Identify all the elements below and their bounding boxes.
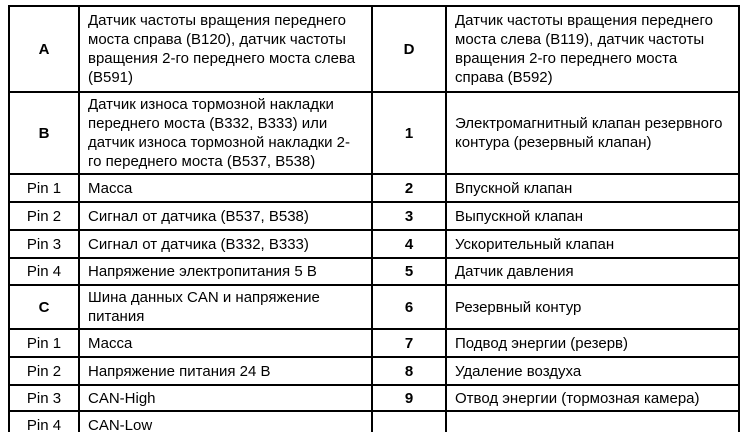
description-cell: CAN-High: [79, 385, 372, 411]
table-row: [9, 230, 739, 258]
pin-label-cell: Pin 4: [9, 411, 79, 432]
pin-assignment-table: [8, 5, 740, 432]
pin-label-cell: Pin 1: [9, 329, 79, 357]
description-cell: Сигнал от датчика (B537, B538): [79, 202, 372, 230]
table-row: [9, 258, 739, 285]
table-row: [9, 385, 739, 411]
table-row: [9, 357, 739, 385]
port-number-cell: 1: [372, 92, 446, 174]
description-cell: Впускной клапан: [446, 174, 739, 202]
description-cell: Сигнал от датчика (B332, B333): [79, 230, 372, 258]
description-cell: Масса: [79, 329, 372, 357]
description-cell: Датчик частоты вращения переднего моста слева (B119), датчик частоты вращения 2-го переднего моста справа (B592): [446, 6, 739, 92]
port-number-cell: 9: [372, 385, 446, 411]
table-row: [9, 6, 739, 92]
description-cell: Удаление воздуха: [446, 357, 739, 385]
description-cell: Подвод энергии (резерв): [446, 329, 739, 357]
port-number-cell: 4: [372, 230, 446, 258]
pin-label-cell: Pin 3: [9, 230, 79, 258]
port-number-cell: 2: [372, 174, 446, 202]
description-cell: Напряжение питания 24 В: [79, 357, 372, 385]
port-number-cell: 7: [372, 329, 446, 357]
connector-label-cell-a: A: [9, 6, 79, 92]
description-cell: Датчик давления: [446, 258, 739, 285]
connector-label-cell-d: D: [372, 6, 446, 92]
pin-assignment-table-body: [9, 6, 739, 432]
table-row: [9, 411, 739, 432]
port-number-cell: 5: [372, 258, 446, 285]
table-row: [9, 202, 739, 230]
port-number-cell: 3: [372, 202, 446, 230]
description-cell: Датчик износа тормозной накладки переднего моста (B332, B333) или датчик износа тормозной накладки 2-го переднего моста (B537, B538): [79, 92, 372, 174]
description-cell: Ускорительный клапан: [446, 230, 739, 258]
pin-label-cell: Pin 3: [9, 385, 79, 411]
table-row: [9, 174, 739, 202]
description-cell: Напряжение электропитания 5 В: [79, 258, 372, 285]
description-cell: Электромагнитный клапан резервного контура (резервный клапан): [446, 92, 739, 174]
description-cell: Масса: [79, 174, 372, 202]
pin-label-cell: Pin 4: [9, 258, 79, 285]
description-cell: Отвод энергии (тормозная камера): [446, 385, 739, 411]
description-cell: Выпускной клапан: [446, 202, 739, 230]
description-cell: Резервный контур: [446, 285, 739, 329]
port-number-cell: 6: [372, 285, 446, 329]
table-row: [9, 329, 739, 357]
pin-label-cell: Pin 1: [9, 174, 79, 202]
connector-label-cell-c: C: [9, 285, 79, 329]
table-row: [9, 285, 739, 329]
table-row: [9, 92, 739, 174]
pin-label-cell: Pin 2: [9, 202, 79, 230]
pin-label-cell: Pin 2: [9, 357, 79, 385]
empty-cell: [446, 411, 739, 432]
description-cell: Шина данных CAN и напряжение питания: [79, 285, 372, 329]
port-number-cell: 8: [372, 357, 446, 385]
connector-label-cell-b: B: [9, 92, 79, 174]
empty-cell: [372, 411, 446, 432]
description-cell: Датчик частоты вращения переднего моста справа (B120), датчик частоты вращения 2-го переднего моста слева (B591): [79, 6, 372, 92]
description-cell: CAN-Low: [79, 411, 372, 432]
